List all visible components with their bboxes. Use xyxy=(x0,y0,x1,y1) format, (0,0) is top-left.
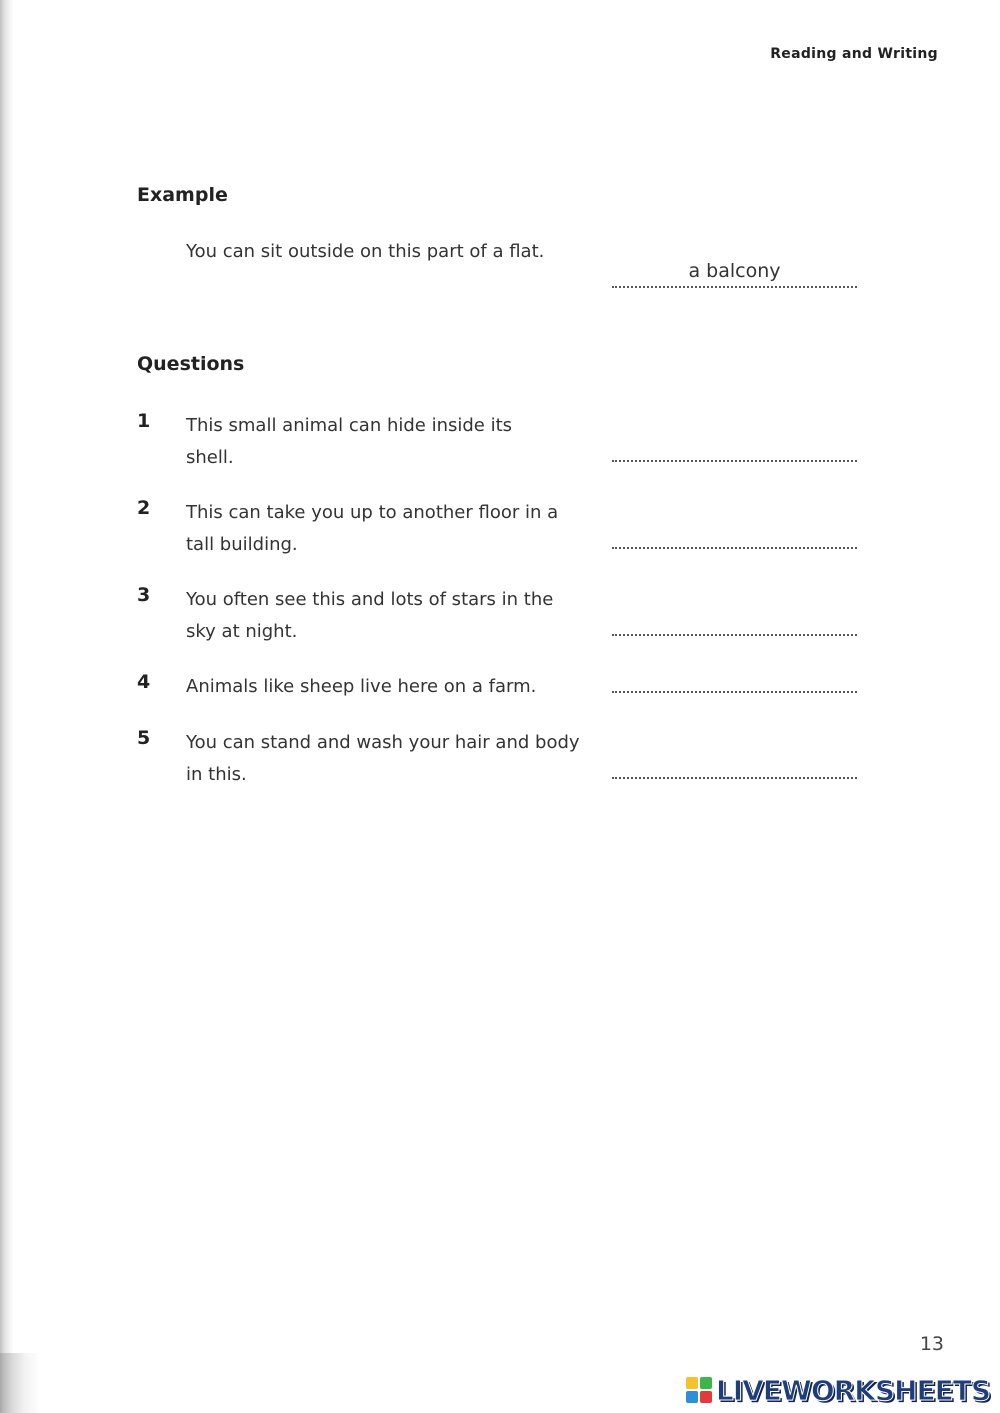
example-answer-line xyxy=(612,284,857,288)
logo-block xyxy=(686,1377,698,1389)
answer-field[interactable] xyxy=(612,458,857,462)
example-question-text: You can sit outside on this part of a flat. xyxy=(186,241,545,262)
answer-field[interactable] xyxy=(612,689,857,693)
question-item xyxy=(137,727,867,797)
question-number: 5 xyxy=(137,727,151,749)
logo-block xyxy=(700,1377,712,1389)
section-title: Reading and Writing xyxy=(770,46,938,62)
liveworksheets-logo xyxy=(686,1373,990,1407)
question-text: This small animal can hide inside its shell. xyxy=(186,415,513,468)
answer-field[interactable] xyxy=(612,632,857,636)
example-item xyxy=(137,236,867,306)
logo-block xyxy=(686,1391,698,1403)
logo-color-blocks-icon xyxy=(686,1377,712,1403)
question-number: 4 xyxy=(137,671,151,693)
example-answer: a balcony xyxy=(688,260,781,282)
question-number: 3 xyxy=(137,584,151,606)
page-number: 13 xyxy=(919,1333,944,1355)
question-item xyxy=(137,584,867,654)
answer-field[interactable] xyxy=(612,545,857,549)
answer-field[interactable] xyxy=(612,775,857,779)
question-item xyxy=(137,410,867,480)
question-number: 1 xyxy=(137,410,151,432)
question-number: 2 xyxy=(137,497,151,519)
page-binding-shadow xyxy=(0,1353,40,1413)
question-text: This can take you up to another floor in a tall building. xyxy=(186,502,559,555)
questions-heading: Questions xyxy=(137,353,245,375)
question-text: You can stand and wash your hair and body in this. xyxy=(186,732,580,785)
example-heading: Example xyxy=(137,184,228,206)
page-binding-edge xyxy=(0,0,14,1413)
logo-block xyxy=(700,1391,712,1403)
question-item xyxy=(137,497,867,567)
question-text: Animals like sheep live here on a farm. xyxy=(186,676,537,697)
logo-wordmark: LIVEWORKSHEETS xyxy=(715,1373,990,1407)
question-text: You often see this and lots of stars in the sky at night. xyxy=(186,589,554,642)
